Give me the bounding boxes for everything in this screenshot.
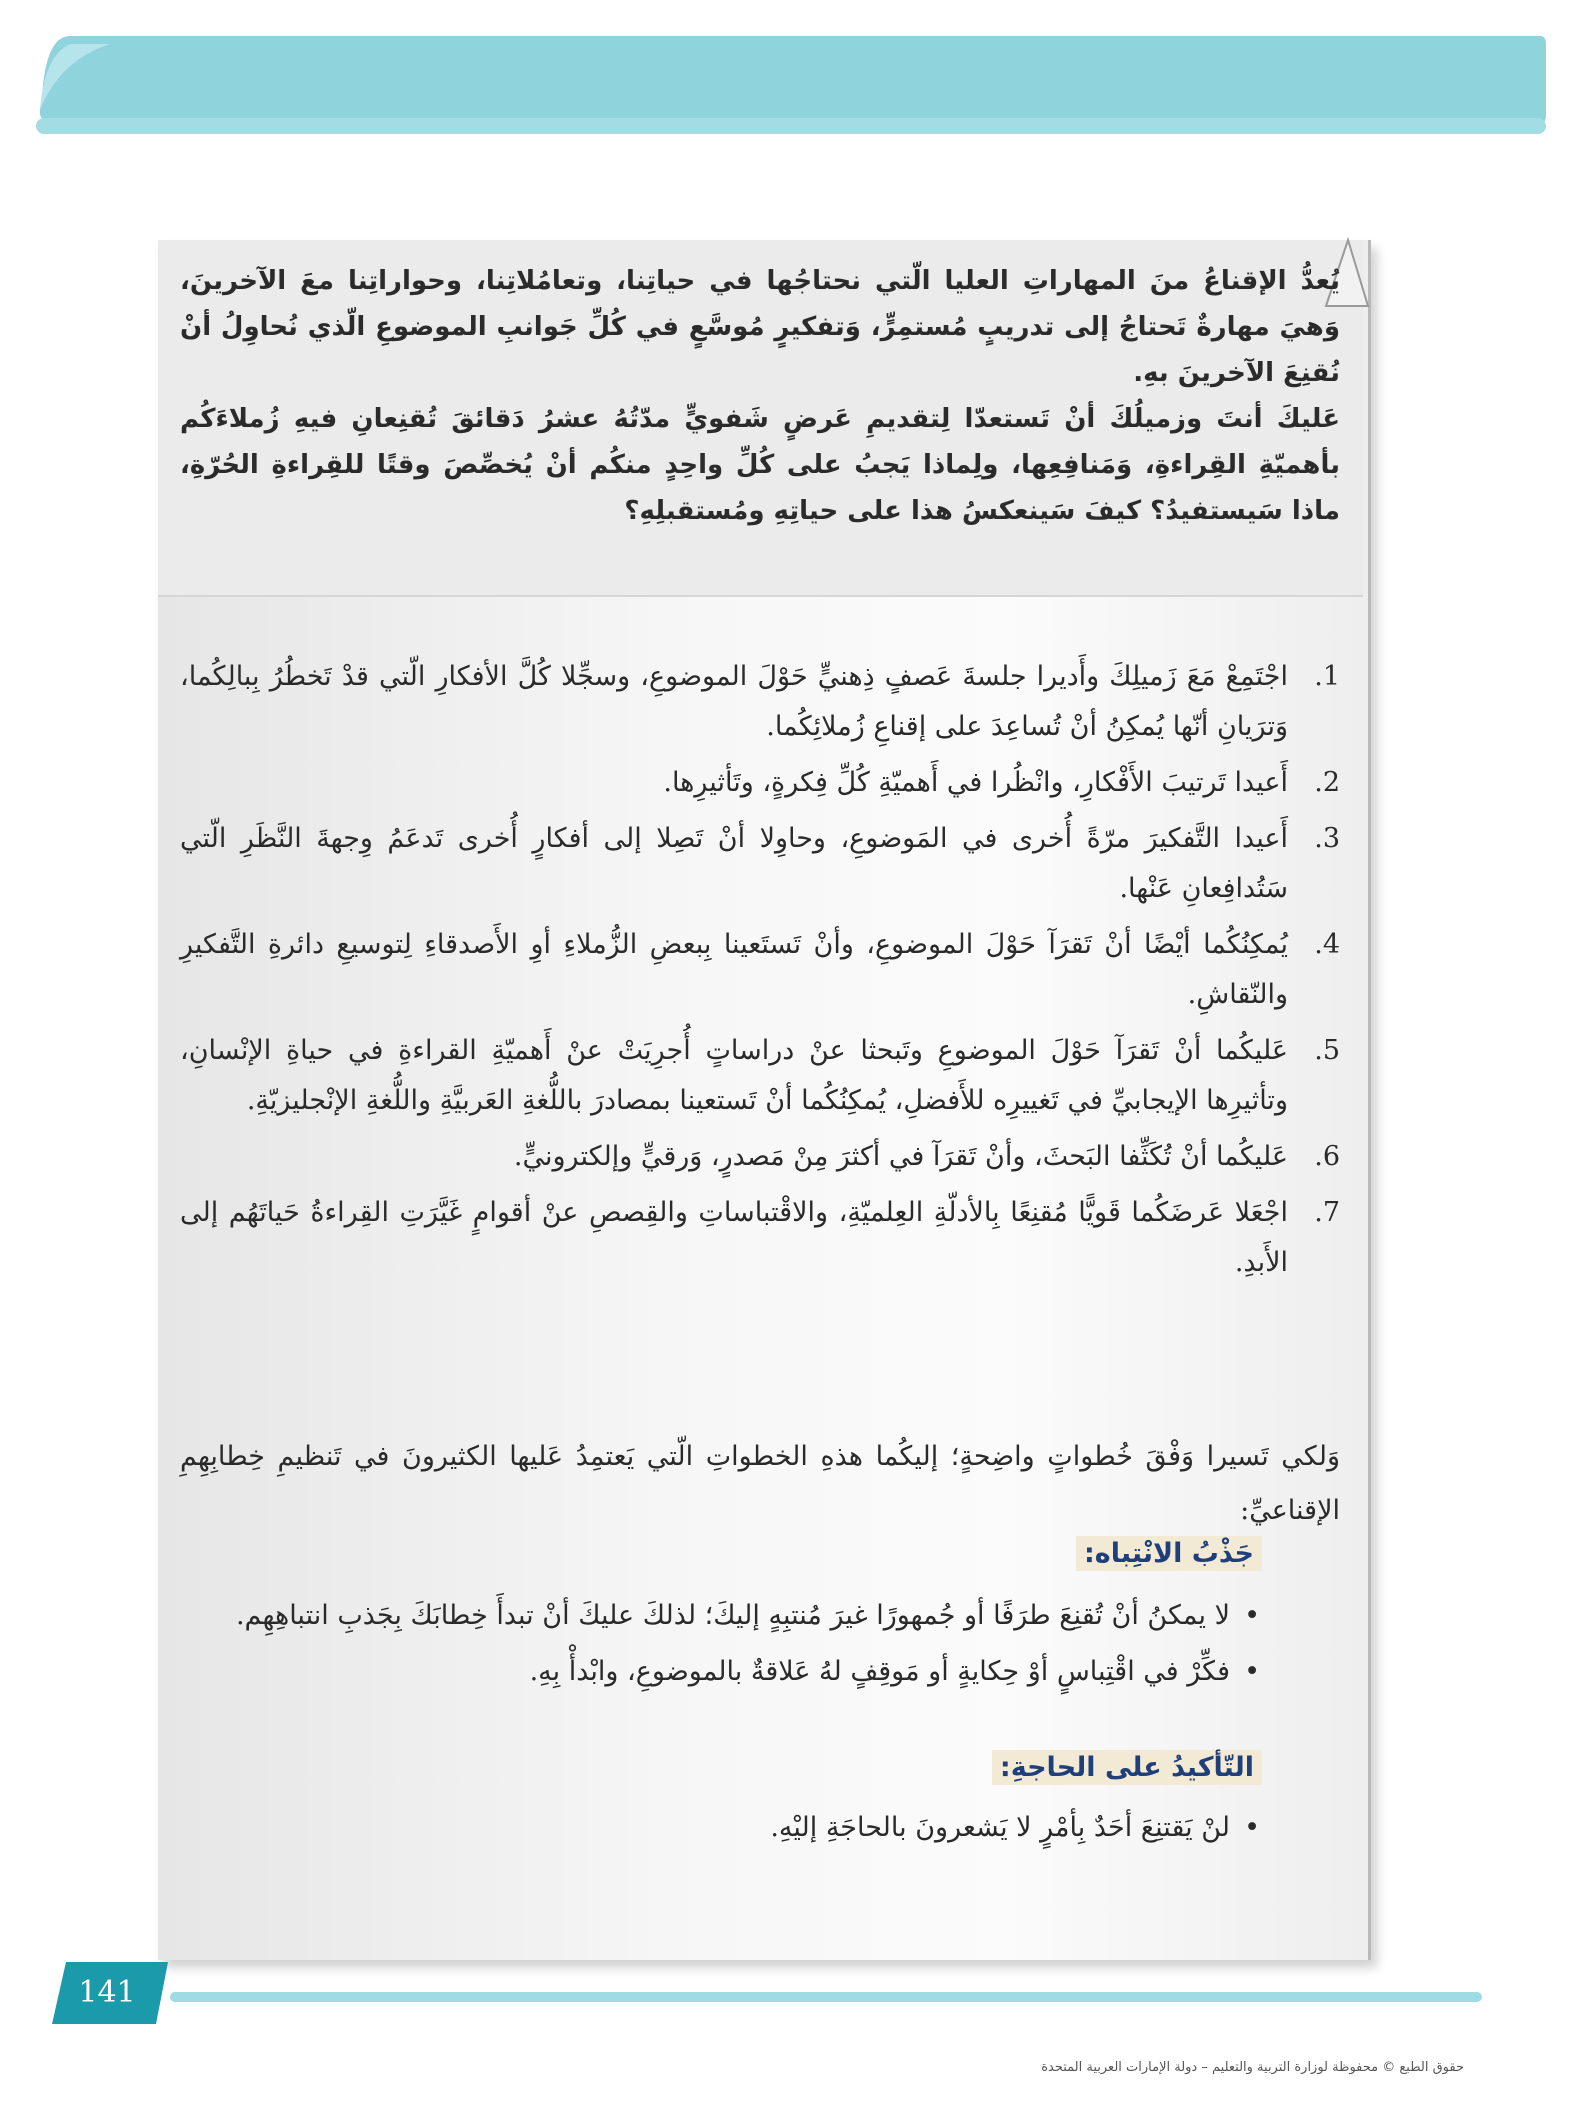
intro-text bbox=[180, 258, 1340, 534]
step-item bbox=[180, 814, 1340, 914]
steps-list bbox=[180, 652, 1340, 1294]
top-banner bbox=[0, 0, 1572, 150]
step-number: 3. bbox=[1314, 823, 1340, 854]
closing-paragraph: وَلكي تَسيرا وَفْقَ خُطواتٍ واضِحةٍ؛ إليكُما هذهِ الخطواتِ الّتي يَعتمِدُ عَليها الكثيرونَ في تَنظيمِ خِطابِهِمِ الإقناعيِّ: bbox=[180, 1441, 1340, 1526]
step-text: اجْتَمِعْ مَعَ زَميلِكَ وأَديرا جلسةَ عَصفٍ ذِهنيٍّ حَوْلَ الموضوعِ، وسجِّلا كُلَّ الأفكارِ الّتي قدْ تَخطُرُ بِبالِكُما، وَترَيانِ أنّها يُمكِنُ أنْ تُساعِدَ على إقناعِ زُملائِكُما. bbox=[180, 661, 1288, 742]
intro-paragraph-2: عَليكَ أنتَ وزميلُكَ أنْ تَستعدّا لِتقديمِ عَرضٍ شَفويٍّ مدّتُهُ عشرُ دَقائقَ تُقنِعانِ فيهِ زُملاءَكُم بأهميّةِ القِراءةِ، وَمَنافِعِها، ولِماذا يَجبُ على كُلِّ واحِدٍ منكُم أنْ يُخصِّصَ وقتًا للقِراءةِ الحُرّةِ، ماذا سَيستفيدُ؟ كيفَ سَينعكسُ هذا على حياتِهِ ومُستقبلِهِ؟ bbox=[180, 404, 1340, 526]
step-item bbox=[180, 758, 1340, 808]
step-item bbox=[180, 1188, 1340, 1288]
page-number: 141 bbox=[78, 1975, 136, 2010]
bullet-item bbox=[220, 1588, 1260, 1644]
intro-paragraph-1: يُعدُّ الإقناعُ منَ المهاراتِ العليا الّتي نحتاجُها في حياتِنا، وتعامُلاتِنا، وحواراتِنا معَ الآخرينَ، وَهيَ مهارةٌ تَحتاجُ إلى تدريبٍ مُستمِرٍّ، وَتفكيرٍ مُوسَّعٍ في كُلِّ جَوانبِ الموضوعِ الّذي نُحاوِلُ أنْ نُقنِعَ الآخرينَ بهِ. bbox=[180, 266, 1340, 388]
bullet-text: لا يمكنُ أنْ تُقنِعَ طرَفًا أو جُمهورًا غيرَ مُنتبِهٍ إليكَ؛ لذلكَ عليكَ أنْ تبدأَ خِطابَكَ بِجَذبِ انتباهِهِم. bbox=[235, 1600, 1230, 1631]
bullet-icon: • bbox=[1244, 1812, 1260, 1843]
step-item bbox=[180, 652, 1340, 752]
bullet-icon: • bbox=[1244, 1656, 1260, 1687]
bullet-text: فكِّرْ في اقْتِباسٍ أوْ حِكايةٍ أو مَوقِفٍ لهُ عَلاقةٌ بالموضوعِ، وابْدأْ بِهِ. bbox=[529, 1656, 1230, 1687]
step-item bbox=[180, 1132, 1340, 1182]
bullet-item bbox=[220, 1800, 1260, 1856]
step-text: عَليكُما أنْ تُكَثِّفا البَحثَ، وأنْ تَقرَآ في أكثرَ مِنْ مَصدرٍ، وَرقيٍّ وإلكترونيٍّ. bbox=[513, 1141, 1288, 1172]
step-number: 4. bbox=[1314, 929, 1340, 960]
step-item bbox=[180, 920, 1340, 1020]
step-text: اجْعَلا عَرضَكُما قَويًّا مُقنِعًا بِالأدلّةِ العِلميّةِ، والاقْتباساتِ والقِصصِ عنْ أقوامٍ غَيَّرَتِ القِراءةُ حَياتَهُم إلى الأَبدِ. bbox=[180, 1197, 1288, 1278]
step-number: 5. bbox=[1314, 1035, 1340, 1066]
step-number: 2. bbox=[1314, 767, 1340, 798]
step-number: 6. bbox=[1314, 1141, 1340, 1172]
attention-bullets bbox=[220, 1588, 1260, 1700]
step-text: يُمكِنُكُما أيْضًا أنْ تَقرَآ حَوْلَ الموضوعِ، وأنْ تَستَعينا بِبعضِ الزُّملاءِ أوِ الأَصدقاءِ لِتوسيعِ دائرةِ التَّفكيرِ والنّقاشِ. bbox=[180, 929, 1288, 1010]
need-bullets bbox=[220, 1800, 1260, 1856]
copyright-footer: حقوق الطبع © محفوظة لوزارة التربية والتعليم – دولة الإمارات العربية المتحدة bbox=[1041, 2060, 1464, 2075]
step-number: 1. bbox=[1314, 661, 1340, 692]
step-text: أَعيدا التَّفكيرَ مرّةً أُخرى في المَوضوعِ، وحاوِلا أنْ تَصِلا إلى أفكارٍ أُخرى تَدعَمُ وِجهةَ النَّظَرِ الّتي سَتُدافِعانِ عَنْها. bbox=[180, 823, 1288, 904]
step-number: 7. bbox=[1314, 1197, 1340, 1228]
section-heading-attention: جَذْبُ الانْتِباه: bbox=[1076, 1536, 1262, 1571]
step-item bbox=[180, 1026, 1340, 1126]
step-text: عَليكُما أنْ تَقرَآ حَوْلَ الموضوعِ وتَبحثا عنْ دراساتٍ أُجرِيَتْ عنْ أَهميّةِ القراءةِ في حياةِ الإنْسانِ، وتأثيرِها الإيجابيِّ في تَغييرِه للأَفضلِ، يُمكِنُكُما أنْ تَستعينا بمصادرَ باللُّغةِ العَربيَّةِ واللُّغةِ الإنْجليزيّةِ. bbox=[180, 1035, 1288, 1116]
step-text: أَعيدا تَرتيبَ الأَفْكارِ، وانْظُرا في أَهميّةِ كُلِّ فِكرةٍ، وتَأثيرِها. bbox=[663, 767, 1288, 798]
bullet-icon: • bbox=[1244, 1600, 1260, 1631]
bullet-item bbox=[220, 1644, 1260, 1700]
section-heading-need: التّأكيدُ على الحاجةِ: bbox=[992, 1750, 1262, 1785]
bullet-text: لنْ يَقتنِعَ أحَدٌ بِأمْرٍ لا يَشعرونَ بالحاجَةِ إليْهِ. bbox=[770, 1812, 1230, 1843]
bottom-rule bbox=[170, 1990, 1482, 2004]
